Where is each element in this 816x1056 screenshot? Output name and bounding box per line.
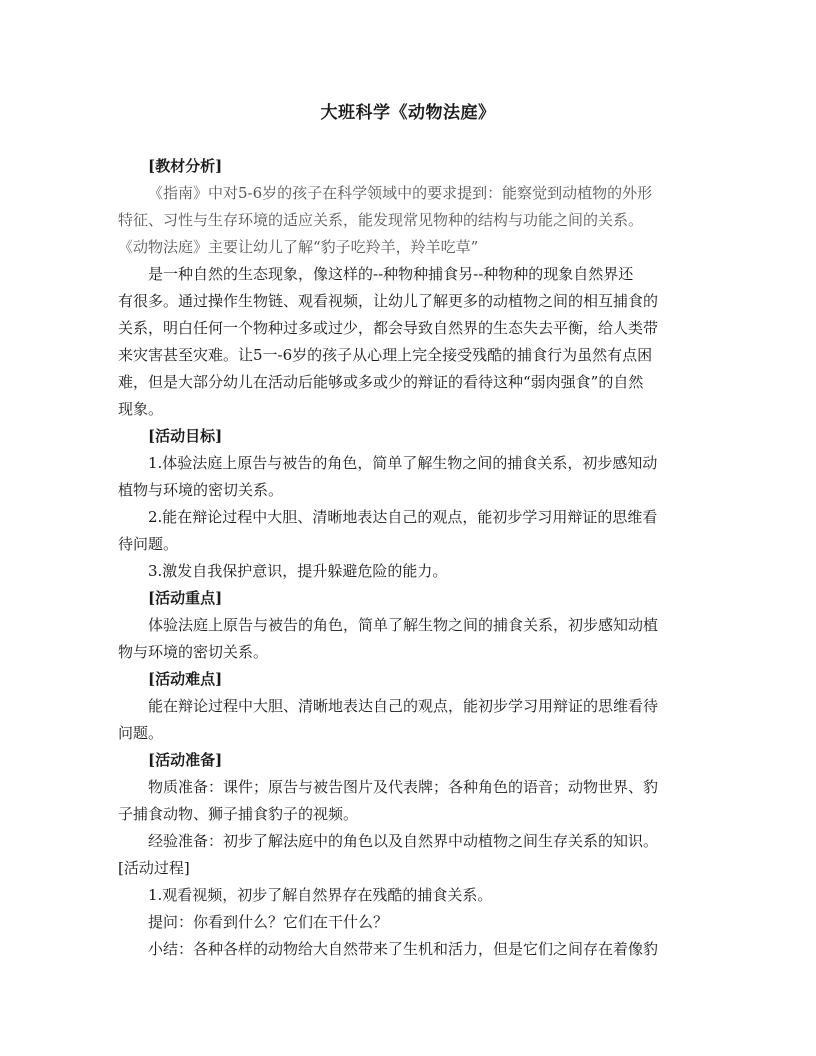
paragraph-line: 经验准备：初步了解法庭中的角色以及自然界中动植物之间生存关系的知识。 (148, 832, 659, 850)
document-title: 大班科学《动物法庭》 (320, 103, 496, 123)
paragraph-line: 待问题。 (118, 535, 179, 553)
paragraph-line: 有很多。通过操作生物链、观看视频，让幼儿了解更多的动植物之间的相互捕食的 (118, 292, 659, 310)
section-heading: [活动过程] (118, 859, 190, 877)
document-body (118, 153, 698, 963)
paragraph-line: 2.能在辩论过程中大胆、清晰地表达自己的观点，能初步学习用辩证的思维看 (148, 508, 658, 526)
section-heading: [活动准备] (148, 751, 223, 769)
paragraph-line: 物质准备：课件；原告与被告图片及代表牌；各种角色的语音；动物世界、豹 (148, 778, 659, 796)
section-heading: [活动目标] (148, 427, 223, 445)
paragraph-line: 小结：各种各样的动物给大自然带来了生机和活力，但是它们之间存在着像豹 (148, 940, 659, 958)
paragraph-line: 3.激发自我保护意识，提升躲避危险的能力。 (148, 562, 448, 580)
paragraph-line: 来灾害甚至灾难。让5一-6岁的孩子从心理上完全接受残酷的捕食行为虽然有点困 (118, 346, 653, 364)
paragraph-line: 能在辩论过程中大胆、清晰地表达自己的观点，能初步学习用辩证的思维看待 (148, 697, 659, 715)
paragraph-line: 1.体验法庭上原告与被告的角色，简单了解生物之间的捕食关系，初步感知动 (148, 454, 658, 472)
section-heading: [活动重点] (148, 589, 223, 607)
paragraph-line: 子捕食动物、狮子捕食豹子的视频。 (118, 805, 359, 823)
section-heading: [教材分析] (148, 157, 223, 175)
section-heading: [活动难点] (148, 670, 223, 688)
paragraph-line: 《动物法庭》主要让幼儿了解“豹子吃羚羊，羚羊吃草” (118, 238, 479, 256)
paragraph-line: 1.观看视频，初步了解自然界存在残酷的捕食关系。 (148, 886, 493, 904)
paragraph-line: 《指南》中对5-6岁的孩子在科学领域中的要求提到：能察觉到动植物的外形 (148, 184, 653, 202)
paragraph-line: 物与环境的密切关系。 (118, 643, 269, 661)
paragraph-line: 提问：你看到什么？它们在干什么？ (148, 913, 389, 931)
paragraph-line: 难，但是大部分幼儿在活动后能够或多或少的辩证的看待这种“弱肉强食”的自然 (118, 373, 644, 391)
paragraph-line: 问题。 (118, 724, 164, 742)
paragraph-line: 特征、习性与生存环境的适应关系，能发现常见物种的结构与功能之间的关系。 (118, 211, 644, 229)
paragraph-line: 关系，明白任何一个物种过多或过少，都会导致自然界的生态失去平衡，给人类带 (118, 319, 659, 337)
paragraph-line: 体验法庭上原告与被告的角色，简单了解生物之间的捕食关系，初步感知动植 (148, 616, 659, 634)
paragraph-line: 是一种自然的生态现象，像这样的--种物种捕食另--种物种的现象自然界还 (148, 265, 634, 283)
paragraph-line: 植物与环境的密切关系。 (118, 481, 284, 499)
paragraph-line: 现象。 (118, 400, 164, 418)
